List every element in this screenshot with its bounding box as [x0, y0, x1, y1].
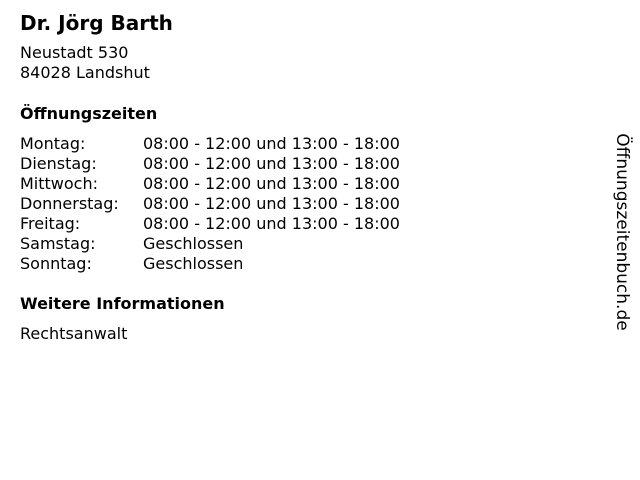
further-info-heading: Weitere Informationen — [20, 294, 225, 313]
day-label: Sonntag: — [20, 254, 92, 273]
hours-row-saturday — [20, 234, 400, 254]
profession-text: Rechtsanwalt — [20, 324, 128, 343]
address-city: 84028 Landshut — [20, 63, 150, 82]
address-street: Neustadt 530 — [20, 43, 129, 62]
hours-row-tuesday — [20, 154, 400, 174]
opening-hours-table — [20, 134, 400, 274]
time-value: 08:00 - 12:00 und 13:00 - 18:00 — [143, 174, 400, 193]
day-label: Samstag: — [20, 234, 96, 253]
time-value: 08:00 - 12:00 und 13:00 - 18:00 — [143, 154, 400, 173]
day-label: Mittwoch: — [20, 174, 98, 193]
time-value: 08:00 - 12:00 und 13:00 - 18:00 — [143, 214, 400, 233]
time-value: Geschlossen — [143, 254, 244, 273]
hours-row-monday — [20, 134, 400, 154]
hours-row-friday — [20, 214, 400, 234]
time-value: 08:00 - 12:00 und 13:00 - 18:00 — [143, 134, 400, 153]
time-value: Geschlossen — [143, 234, 244, 253]
day-label: Freitag: — [20, 214, 81, 233]
hours-row-thursday — [20, 194, 400, 214]
site-watermark: Öffnungszeitenbuch.de — [612, 133, 632, 331]
opening-hours-heading: Öffnungszeiten — [20, 104, 158, 123]
hours-row-sunday — [20, 254, 400, 274]
address — [20, 43, 150, 83]
day-label: Dienstag: — [20, 154, 97, 173]
time-value: 08:00 - 12:00 und 13:00 - 18:00 — [143, 194, 400, 213]
day-label: Montag: — [20, 134, 86, 153]
hours-row-wednesday — [20, 174, 400, 194]
business-name: Dr. Jörg Barth — [20, 11, 173, 35]
day-label: Donnerstag: — [20, 194, 119, 213]
